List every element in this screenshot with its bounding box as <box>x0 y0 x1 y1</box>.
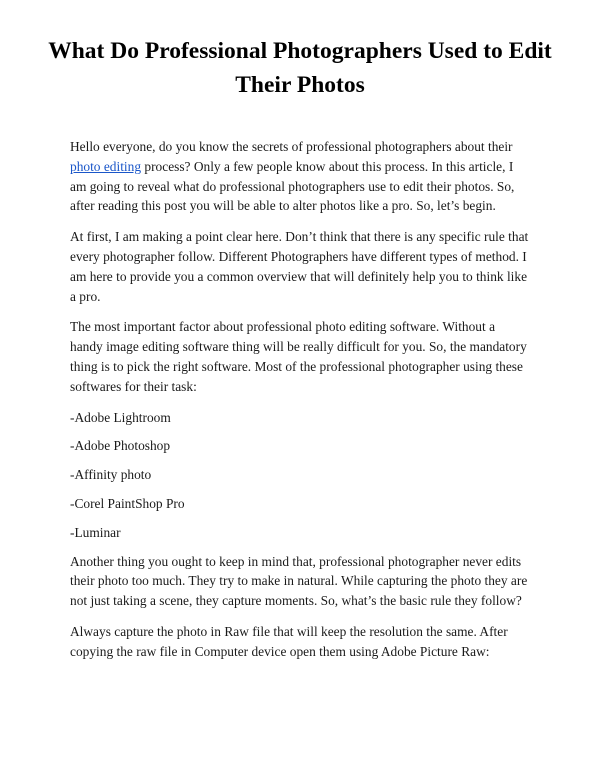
paragraph-raw-capture: Always capture the photo in Raw file that will keep the resolution the same. After copying the raw file in Computer device open them using Adobe Picture Raw: <box>70 623 508 659</box>
article-body <box>70 137 530 673</box>
paragraph-natural-editing: Another thing you ought to keep in mind that, professional photographer never edits their photo too much. They try to make in natural. While capturing the photo they are not just taking a scene, they capture moments. So, what’s the basic rule they follow? <box>70 553 528 609</box>
list-item-paintshop: -Corel PaintShop Pro <box>70 495 185 511</box>
intro-text-before-link: Hello everyone, do you know the secrets of professional photographers about their <box>70 139 513 154</box>
intro-paragraph <box>70 137 530 216</box>
paragraph-software: The most important factor about professional photo editing software. Without a handy image editing software thing will be really difficult for you. So, the mandatory thing is to pick the right software. Most of the professional photographer using these softwares for their task: <box>70 319 527 394</box>
list-item-lightroom: -Adobe Lightroom <box>70 409 171 425</box>
list-item-photoshop: -Adobe Photoshop <box>70 438 171 454</box>
paragraph-rules: At first, I am making a point clear here. Don’t think that there is any specific rule that every photographer follow. Different Photographers have different types of method. I am here to provide you a common overview that will definitely help you to think like a pro. <box>70 229 529 304</box>
intro-text-after-link: process? Only a few people know about this process. In this article, I am going to reveal what do professional photographers use to edit their photos. So, after reading this post you will be able to alter photos like a pro. So, let’s begin. <box>70 158 515 214</box>
page-title: What Do Professional Photographers Used to Edit Their Photos <box>48 38 552 98</box>
photo-editing-link[interactable]: photo editing <box>70 158 142 174</box>
list-item-affinity: -Affinity photo <box>70 467 152 483</box>
list-item-luminar: -Luminar <box>70 524 121 540</box>
